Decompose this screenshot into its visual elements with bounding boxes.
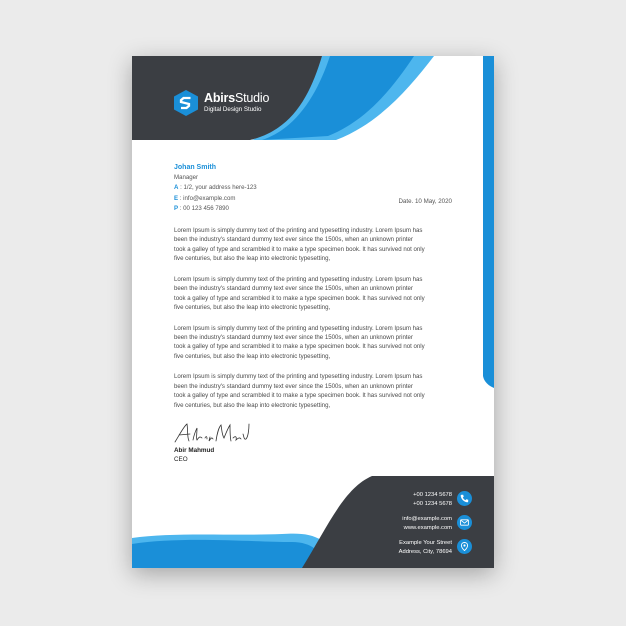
right-edge-stripe (483, 56, 494, 388)
contact-address-row (332, 539, 482, 557)
sender-role: Manager (174, 174, 199, 182)
body-line: Lorem Ipsum is simply dummy text of the printing and typesetting industry. Lorem Ipsum has (174, 373, 423, 381)
brand-block (204, 91, 269, 114)
contact-phone-2: +00 1234 5678 (413, 500, 452, 507)
sender-address-line (174, 183, 257, 193)
signer-block (174, 447, 214, 464)
body-line: five centuries, but also the leap into electronic typesetting, (174, 352, 331, 360)
address-label: A (174, 184, 179, 192)
body-paragraph (174, 226, 454, 264)
body-line: been the industry's standard dummy text ever since the 1500s, when an unknown printer (174, 334, 413, 342)
contact-web-row (332, 515, 482, 533)
signer-title: CEO (174, 455, 188, 463)
body-paragraph (174, 372, 454, 410)
body-line: took a galley of type and scrambled it to make a type specimen book. It has survived not only (174, 392, 425, 400)
sender-address: : 1/2, your address here-123 (178, 184, 257, 192)
body-line: took a galley of type and scrambled it to make a type specimen book. It has survived not only (174, 245, 425, 253)
hexagon-s-logo-icon (174, 90, 198, 116)
sender-phone: : 00 123 456 7890 (178, 204, 229, 212)
body-line: five centuries, but also the leap into electronic typesetting, (174, 304, 331, 312)
sender-email-line (174, 194, 257, 204)
body-line: been the industry's standard dummy text ever since the 1500s, when an unknown printer (174, 285, 413, 293)
phone-label: P (174, 204, 179, 212)
brand-name (204, 91, 269, 105)
body-line: Lorem Ipsum is simply dummy text of the printing and typesetting industry. Lorem Ipsum has (174, 275, 423, 283)
footer-contact (332, 491, 482, 563)
brand-name-bold: Abirs (204, 91, 235, 105)
letter-body (174, 226, 454, 421)
contact-address-text (399, 539, 452, 556)
letterhead-sheet (132, 56, 494, 568)
contact-phone-1: +00 1234 5678 (413, 492, 452, 498)
body-paragraph (174, 324, 454, 362)
contact-phone-text (413, 491, 452, 508)
body-line: Lorem Ipsum is simply dummy text of the printing and typesetting industry. Lorem Ipsum has (174, 227, 423, 234)
body-line: Lorem Ipsum is simply dummy text of the printing and typesetting industry. Lorem Ipsum has (174, 324, 423, 332)
contact-web-text (402, 515, 452, 532)
letter-date: Date. 10 May, 2020 (398, 198, 452, 205)
footer-wave-blue (132, 540, 328, 568)
contact-email: info@example.com (402, 516, 452, 522)
handwritten-signature (172, 420, 252, 446)
body-line: took a galley of type and scrambled it to make a type specimen book. It has survived not only (174, 294, 425, 302)
signer-name: Abir Mahmud (174, 447, 215, 454)
body-line: been the industry's standard dummy text ever since the 1500s, when an unknown printer (174, 382, 413, 390)
contact-phone-row (332, 491, 482, 509)
location-pin-icon (457, 539, 472, 554)
body-line: took a galley of type and scrambled it to make a type specimen book. It has survived not only (174, 343, 425, 351)
contact-street: Example Your Street (399, 540, 452, 546)
body-paragraph (174, 275, 454, 313)
email-label: E (174, 194, 179, 202)
sender-phone-line (174, 204, 257, 214)
envelope-icon (457, 515, 472, 530)
sender-name: Johan Smith (174, 164, 217, 171)
contact-website: www.example.com (403, 524, 452, 531)
contact-city: Address, City, 78694 (398, 548, 452, 555)
sender-block (174, 163, 257, 214)
phone-icon (457, 491, 472, 506)
body-line: been the industry's standard dummy text ever since the 1500s, when an unknown printer (174, 236, 413, 244)
brand-tagline: Digital Design Studio (204, 106, 262, 113)
body-line: five centuries, but also the leap into electronic typesetting, (174, 401, 331, 409)
sender-email: : info@example.com (178, 194, 236, 202)
body-line: five centuries, but also the leap into electronic typesetting, (174, 255, 331, 263)
brand-name-light: Studio (234, 91, 270, 105)
